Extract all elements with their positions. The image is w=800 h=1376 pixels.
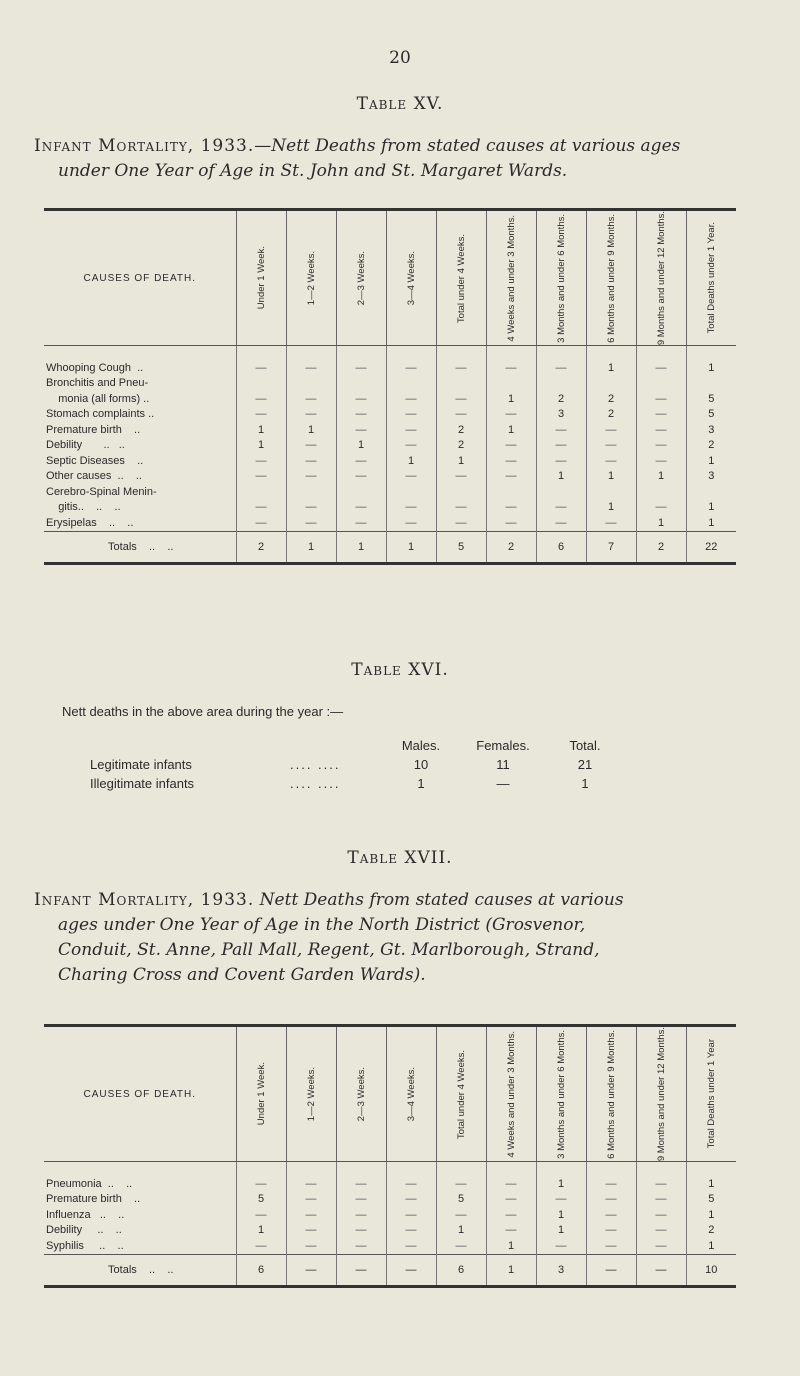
- cell-value: —: [386, 407, 436, 423]
- cell-value: —: [336, 515, 386, 531]
- females-value: 11: [496, 757, 510, 772]
- total-value: 2: [636, 531, 686, 563]
- column-header: [386, 1026, 436, 1162]
- cause-label: Premature birth ..: [46, 423, 141, 436]
- cell-value: —: [436, 1238, 486, 1254]
- cell-value: 1: [536, 1162, 586, 1192]
- table-16: [90, 736, 626, 793]
- cell-value: —: [436, 469, 486, 485]
- total-value: 5: [436, 531, 486, 563]
- column-header: [686, 1026, 736, 1162]
- cell-value: 2: [436, 438, 486, 454]
- table-row: [44, 500, 736, 516]
- table-17-caption-line4: Charing Cross and Covent Garden Wards).: [58, 965, 426, 985]
- cell-value: 5: [686, 407, 736, 423]
- table-16-title: Table XVI.: [351, 660, 449, 680]
- cell-value: —: [486, 1162, 536, 1192]
- cell-value: 1: [336, 438, 386, 454]
- cell-value: 2: [586, 391, 636, 407]
- total-value: —: [336, 1254, 386, 1286]
- cell-value: 5: [236, 1192, 286, 1208]
- cell-value: [636, 484, 686, 500]
- column-header-label: 6 Months and under 9 Months.: [605, 213, 617, 343]
- cell-value: —: [436, 1207, 486, 1223]
- table-row: [90, 755, 626, 774]
- column-header-label: 4 Weeks and under 3 Months.: [505, 214, 517, 342]
- cell-value: —: [236, 500, 286, 516]
- cell-value: —: [236, 407, 286, 423]
- column-header: [486, 210, 536, 346]
- column-header: [436, 210, 486, 346]
- table-row: [44, 1238, 736, 1254]
- row-label: Legitimate infants: [90, 757, 192, 772]
- total-value: 3: [536, 1254, 586, 1286]
- cell-value: —: [336, 1162, 386, 1192]
- cell-value: —: [536, 453, 586, 469]
- table-row: [44, 346, 736, 376]
- cell-value: —: [636, 1162, 686, 1192]
- total-value: 1: [286, 531, 336, 563]
- column-header: [286, 210, 336, 346]
- cell-value: 1: [536, 469, 586, 485]
- cell-value: 1: [686, 346, 736, 376]
- cell-value: 1: [686, 453, 736, 469]
- cell-value: —: [336, 391, 386, 407]
- cell-value: —: [636, 1238, 686, 1254]
- cell-value: —: [236, 391, 286, 407]
- table-row: [44, 407, 736, 423]
- column-header: [536, 1026, 586, 1162]
- cell-value: —: [386, 500, 436, 516]
- total-value: —: [636, 1254, 686, 1286]
- total-value: —: [286, 1254, 336, 1286]
- column-header-label: Under 1 Week.: [255, 246, 267, 310]
- cell-value: 1: [586, 469, 636, 485]
- cell-value: —: [386, 438, 436, 454]
- cell-value: [236, 376, 286, 392]
- cell-value: —: [436, 346, 486, 376]
- cell-value: 1: [636, 515, 686, 531]
- cell-value: —: [286, 407, 336, 423]
- cause-label: Syphilis .. ..: [46, 1239, 124, 1252]
- cell-value: 3: [686, 422, 736, 438]
- cell-value: 1: [486, 391, 536, 407]
- cause-label: Stomach complaints ..: [46, 408, 155, 421]
- total-value: 6: [436, 1254, 486, 1286]
- cell-value: 5: [686, 391, 736, 407]
- cell-value: —: [286, 1162, 336, 1192]
- total-value: 22: [686, 531, 736, 563]
- cell-value: 1: [436, 1223, 486, 1239]
- cell-value: [536, 376, 586, 392]
- cell-value: 2: [436, 422, 486, 438]
- table-row: [44, 484, 736, 500]
- column-header: [386, 210, 436, 346]
- cell-value: —: [286, 1223, 336, 1239]
- column-header-label: 2—3 Weeks.: [355, 1066, 367, 1122]
- column-header: [636, 210, 686, 346]
- column-header: [586, 210, 636, 346]
- cell-value: —: [286, 500, 336, 516]
- cell-value: —: [486, 407, 536, 423]
- cell-value: 1: [236, 1223, 286, 1239]
- column-header: [636, 1026, 686, 1162]
- cell-value: —: [586, 1192, 636, 1208]
- column-header: [336, 1026, 386, 1162]
- cell-value: 1: [536, 1207, 586, 1223]
- cell-value: —: [286, 1207, 336, 1223]
- cell-value: —: [486, 500, 536, 516]
- cell-value: 5: [686, 1192, 736, 1208]
- cell-value: [336, 484, 386, 500]
- row-label: Illegitimate infants: [90, 776, 195, 791]
- cell-value: 1: [486, 422, 536, 438]
- leader-dots: .... ....: [290, 776, 341, 791]
- table-16-intro: Nett deaths in the above area during the year :—: [62, 704, 344, 719]
- column-header-label: 4 Weeks and under 3 Months.: [505, 1030, 517, 1158]
- cell-value: [386, 376, 436, 392]
- table-row: [90, 774, 626, 793]
- cell-value: [686, 484, 736, 500]
- cell-value: —: [386, 515, 436, 531]
- cause-label: Premature birth ..: [46, 1193, 141, 1206]
- total-value: 1: [486, 1254, 536, 1286]
- cell-value: —: [586, 515, 636, 531]
- cell-value: —: [236, 515, 286, 531]
- cell-value: —: [286, 346, 336, 376]
- cell-value: —: [336, 453, 386, 469]
- cause-label: Bronchitis and Pneu-: [46, 377, 149, 390]
- cell-value: 1: [286, 422, 336, 438]
- males-value: 1: [417, 776, 425, 791]
- column-header-label: 9 Months and under 12 Months.: [655, 1027, 667, 1162]
- cell-value: —: [336, 1192, 386, 1208]
- cause-label: Septic Diseases ..: [46, 454, 144, 467]
- table-15-title: Table XV.: [356, 94, 444, 114]
- column-header: [486, 1026, 536, 1162]
- cell-value: 2: [686, 438, 736, 454]
- cell-value: —: [386, 1238, 436, 1254]
- table-row: [44, 453, 736, 469]
- cell-value: —: [536, 500, 586, 516]
- total-value: 21: [577, 757, 593, 772]
- cell-value: 5: [436, 1192, 486, 1208]
- cell-value: —: [636, 346, 686, 376]
- page-number: 20: [389, 48, 411, 68]
- table-17-title: Table XVII.: [347, 848, 453, 868]
- cell-value: —: [286, 469, 336, 485]
- table-15-caption: [34, 134, 769, 184]
- total-value: 7: [586, 531, 636, 563]
- cell-value: [486, 376, 536, 392]
- cell-value: —: [636, 1207, 686, 1223]
- total-value: 2: [486, 531, 536, 563]
- column-header-label: 1—2 Weeks.: [305, 250, 317, 306]
- total-value: —: [386, 1254, 436, 1286]
- cause-label: Cerebro-Spinal Menin-: [46, 485, 157, 498]
- males-header: Males.: [401, 738, 441, 753]
- column-header-label: Under 1 Week.: [255, 1062, 267, 1126]
- table-row: [44, 1192, 736, 1208]
- cell-value: 2: [536, 391, 586, 407]
- cell-value: —: [236, 346, 286, 376]
- cell-value: —: [536, 1192, 586, 1208]
- table-17-caption-rest: Nett Deaths from stated causes at various: [259, 890, 624, 910]
- column-header-label: 9 Months and under 12 Months.: [655, 211, 667, 346]
- cell-value: —: [336, 1207, 386, 1223]
- cell-value: —: [236, 1238, 286, 1254]
- cell-value: —: [436, 500, 486, 516]
- cell-value: —: [636, 500, 686, 516]
- total-value: 6: [236, 1254, 286, 1286]
- cell-value: —: [586, 1207, 636, 1223]
- totals-row: [44, 531, 736, 563]
- column-header: [336, 210, 386, 346]
- cell-value: —: [536, 346, 586, 376]
- females-value: —: [496, 776, 510, 791]
- cell-value: [236, 484, 286, 500]
- column-header-label: 3 Months and under 6 Months.: [555, 213, 567, 343]
- table-row: [44, 1162, 736, 1192]
- cell-value: —: [336, 422, 386, 438]
- cell-value: —: [586, 422, 636, 438]
- cell-value: —: [386, 1162, 436, 1192]
- cell-value: 2: [686, 1223, 736, 1239]
- cell-value: —: [336, 1238, 386, 1254]
- cell-value: —: [286, 453, 336, 469]
- cell-value: —: [286, 1192, 336, 1208]
- column-header-label: Total Deaths under 1 Year: [705, 1039, 717, 1149]
- cell-value: —: [336, 1223, 386, 1239]
- cause-label: monia (all forms) ..: [46, 392, 150, 405]
- total-value: 1: [386, 531, 436, 563]
- column-header-label: 3—4 Weeks.: [405, 1066, 417, 1122]
- column-header: [586, 1026, 636, 1162]
- females-header: Females.: [476, 738, 530, 753]
- cell-value: 3: [686, 469, 736, 485]
- column-header-label: Total Deaths under 1 Year.: [705, 222, 717, 334]
- cell-value: —: [286, 438, 336, 454]
- cell-value: —: [436, 515, 486, 531]
- total-value: 2: [236, 531, 286, 563]
- total-value: 1: [336, 531, 386, 563]
- cell-value: 2: [586, 407, 636, 423]
- table-15: [44, 208, 736, 565]
- cell-value: —: [386, 422, 436, 438]
- cell-value: 1: [236, 438, 286, 454]
- cell-value: —: [636, 407, 686, 423]
- table-row: [44, 1207, 736, 1223]
- cell-value: —: [386, 469, 436, 485]
- cell-value: —: [336, 500, 386, 516]
- cause-label: Other causes .. ..: [46, 470, 142, 483]
- cell-value: —: [436, 391, 486, 407]
- column-header: [536, 210, 586, 346]
- column-header: [436, 1026, 486, 1162]
- cause-label: Debility .. ..: [46, 439, 125, 452]
- cell-value: 3: [536, 407, 586, 423]
- column-header: [686, 210, 736, 346]
- table-17-caption-line3: Conduit, St. Anne, Pall Mall, Regent, Gt. Marlborough, Strand,: [58, 940, 600, 960]
- cause-label: gitis.. .. ..: [46, 501, 121, 514]
- cell-value: 1: [636, 469, 686, 485]
- cell-value: —: [486, 346, 536, 376]
- totals-label: Totals .. ..: [44, 1254, 236, 1286]
- cell-value: —: [386, 391, 436, 407]
- cell-value: —: [386, 1223, 436, 1239]
- cell-value: —: [486, 438, 536, 454]
- cell-value: [286, 376, 336, 392]
- cell-value: [586, 376, 636, 392]
- column-header-label: 2—3 Weeks.: [355, 250, 367, 306]
- table-row: [44, 515, 736, 531]
- total-value: —: [586, 1254, 636, 1286]
- column-header-label: Total under 4 Weeks.: [455, 1049, 467, 1139]
- cell-value: —: [486, 515, 536, 531]
- cell-value: —: [486, 1192, 536, 1208]
- cell-value: —: [436, 1162, 486, 1192]
- cause-label: Whooping Cough ..: [46, 361, 144, 374]
- table-row: [44, 1223, 736, 1239]
- total-value: 6: [536, 531, 586, 563]
- cell-value: —: [386, 346, 436, 376]
- table-15-caption-line2: under One Year of Age in St. John and St. Margaret Wards.: [58, 161, 568, 181]
- cell-value: —: [336, 407, 386, 423]
- cause-label: Influenza .. ..: [46, 1208, 125, 1221]
- cell-value: —: [636, 453, 686, 469]
- cell-value: —: [586, 1162, 636, 1192]
- cell-value: 1: [686, 1238, 736, 1254]
- cell-value: 1: [686, 1162, 736, 1192]
- cell-value: 1: [536, 1223, 586, 1239]
- cell-value: 1: [686, 515, 736, 531]
- cell-value: —: [336, 346, 386, 376]
- column-header-label: 6 Months and under 9 Months.: [605, 1029, 617, 1159]
- cell-value: —: [536, 1238, 586, 1254]
- cell-value: —: [536, 422, 586, 438]
- cell-value: 1: [386, 453, 436, 469]
- cell-value: [486, 484, 536, 500]
- cause-label: Debility .. ..: [46, 1224, 122, 1237]
- table-17-caption-lead: Infant Mortality, 1933.: [34, 890, 255, 910]
- cell-value: —: [486, 469, 536, 485]
- table-15-caption-lead: Infant Mortality, 1933.: [34, 136, 255, 156]
- table-row: [44, 438, 736, 454]
- cell-value: [436, 484, 486, 500]
- cell-value: —: [286, 515, 336, 531]
- column-header-label: Total under 4 Weeks.: [455, 233, 467, 323]
- table-17-caption: [34, 888, 769, 988]
- column-header-label: 1—2 Weeks.: [305, 1066, 317, 1122]
- column-header-label: 3—4 Weeks.: [405, 250, 417, 306]
- cell-value: 1: [236, 422, 286, 438]
- total-header: Total.: [569, 738, 601, 753]
- cell-value: —: [536, 515, 586, 531]
- cell-value: —: [236, 453, 286, 469]
- cell-value: [436, 376, 486, 392]
- cell-value: —: [486, 453, 536, 469]
- cell-value: —: [386, 1207, 436, 1223]
- column-header-label: 3 Months and under 6 Months.: [555, 1029, 567, 1159]
- cell-value: —: [586, 453, 636, 469]
- cell-value: —: [486, 1207, 536, 1223]
- cell-value: —: [436, 407, 486, 423]
- table-15-caption-rest: —Nett Deaths from stated causes at various ages: [254, 136, 681, 156]
- cell-value: [586, 484, 636, 500]
- cell-value: —: [236, 1207, 286, 1223]
- table-17: [44, 1024, 736, 1288]
- cell-value: —: [586, 1238, 636, 1254]
- cell-value: —: [636, 1223, 686, 1239]
- cell-value: —: [286, 1238, 336, 1254]
- cause-of-death-header: CAUSES OF DEATH.: [44, 210, 236, 346]
- cell-value: 1: [586, 346, 636, 376]
- table-row: [44, 376, 736, 392]
- total-value: 1: [581, 776, 589, 791]
- cell-value: [536, 484, 586, 500]
- cell-value: —: [536, 438, 586, 454]
- cell-value: —: [636, 1192, 686, 1208]
- cell-value: —: [636, 391, 686, 407]
- cell-value: 1: [686, 500, 736, 516]
- cell-value: [636, 376, 686, 392]
- column-header: [236, 210, 286, 346]
- cell-value: [336, 376, 386, 392]
- cell-value: 1: [586, 500, 636, 516]
- table-17-caption-line2: ages under One Year of Age in the North District (Grosvenor,: [58, 915, 586, 935]
- column-header: [286, 1026, 336, 1162]
- table-row: [44, 469, 736, 485]
- cause-label: Pneumonia .. ..: [46, 1177, 133, 1190]
- cell-value: —: [486, 1223, 536, 1239]
- cause-label: Erysipelas .. ..: [46, 516, 134, 529]
- cell-value: [686, 376, 736, 392]
- cell-value: [286, 484, 336, 500]
- cell-value: —: [386, 1192, 436, 1208]
- column-header: [236, 1026, 286, 1162]
- cell-value: —: [636, 422, 686, 438]
- totals-label: Totals .. ..: [44, 531, 236, 563]
- cell-value: 1: [486, 1238, 536, 1254]
- males-value: 10: [413, 757, 429, 772]
- cell-value: —: [286, 391, 336, 407]
- cell-value: [386, 484, 436, 500]
- total-value: 10: [686, 1254, 736, 1286]
- table-row: [44, 422, 736, 438]
- cell-value: —: [586, 1223, 636, 1239]
- cell-value: 1: [686, 1207, 736, 1223]
- cell-value: —: [236, 469, 286, 485]
- cell-value: 1: [436, 453, 486, 469]
- leader-dots: .... ....: [290, 757, 341, 772]
- cell-value: —: [236, 1162, 286, 1192]
- cell-value: —: [586, 438, 636, 454]
- cause-of-death-header: CAUSES OF DEATH.: [44, 1026, 236, 1162]
- cell-value: —: [336, 469, 386, 485]
- cell-value: —: [636, 438, 686, 454]
- table-row: [44, 391, 736, 407]
- totals-row: [44, 1254, 736, 1286]
